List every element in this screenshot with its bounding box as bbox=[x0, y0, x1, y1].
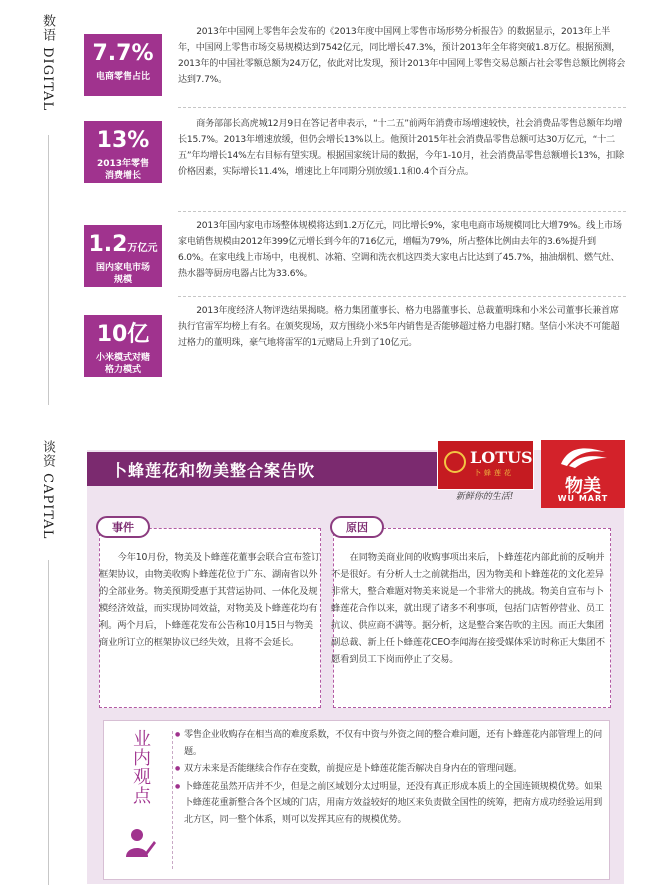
digital-divider bbox=[48, 135, 49, 405]
stat-caption: 电商零售占比 bbox=[95, 72, 150, 82]
stat-box-appliance-market: 1.2万亿元 国内家电市场 规模 bbox=[84, 225, 162, 287]
feature-title: 卜蜂莲花和物美整合案告吹 bbox=[111, 461, 316, 480]
lotus-ring-icon bbox=[444, 451, 466, 473]
stat-caption: 国内家电市场 bbox=[95, 263, 150, 273]
stat-box-xiaomi-bet bbox=[84, 315, 162, 377]
viewpoints-divider bbox=[172, 731, 173, 869]
feature-banner bbox=[87, 452, 437, 486]
viewpoints-box bbox=[103, 720, 610, 880]
stat-value: 13% bbox=[96, 128, 150, 153]
separator bbox=[178, 211, 626, 212]
separator bbox=[178, 296, 626, 297]
stat-value: 1.2 bbox=[88, 232, 128, 257]
separator bbox=[178, 107, 626, 108]
capital-label-text: 谈资 CAPITAL bbox=[40, 440, 55, 540]
capital-divider bbox=[48, 560, 49, 885]
stat-box-retail-growth bbox=[84, 121, 162, 183]
digital-label-text: 数语 DIGITAL bbox=[40, 14, 55, 112]
reason-text: 在同物美商业间的收购事项出来后，卜蜂莲花内部此前的反响并不是很好。有分析人士之前就指出，因为物美和卜蜂莲花的文化差异非常大，整合难题对物美来说是一个非常大的挑战。物美自宣布与卜蜂莲花合作以来，就出现了诸多不利事项，包括门店暂停营业、员工抗议、供应商不满等。据分析，这是整合案告吹的主因。而正大集团副总裁、新上任卜蜂莲花CEO李闻海在接受媒体采访时称正大集团不愿看到员工下岗而停止了交易。 bbox=[331, 552, 605, 665]
paragraph-ecommerce: 2013年中国网上零售年会发布的《2013年度中国网上零售市场形势分析报告》的数据显示，2013年上半年，中国网上零售市场交易规模达到7542亿元，同比增长47.3%，预计2013年全年将突破1.8万亿。根据预测，2013年的中国社零额总额为24万亿，依此对比发现，预计2013年中国网上零售交易总额占社会零售总额比例将会达到7.7%。 bbox=[178, 27, 626, 85]
stat-caption: 小米模式对赌 bbox=[95, 353, 150, 363]
viewpoints-list bbox=[178, 727, 602, 829]
stat-caption-2: 格力模式 bbox=[104, 365, 141, 375]
person-writing-icon bbox=[126, 827, 156, 857]
stat-value: 7.7% bbox=[92, 41, 154, 66]
viewpoints-title: 业内观点 bbox=[130, 729, 151, 805]
event-text: 今年10月份，物美及卜蜂莲花董事会联合宣布签订框架协议，由物美收购卜蜂莲花位于广东、湖南省以外的全部业务。物美预期受惠于其营运协同、一体化及规模经济效益，而实现协同效益，对物美及卜蜂莲花均有利。两个月后，卜蜂莲花发布公告称10月15日与物美商业所订立的框架协议已经失效，且将不会延长。 bbox=[99, 552, 321, 648]
lotus-slogan: 新鲜你的生活! bbox=[455, 492, 514, 502]
stat-value: 10亿 bbox=[96, 322, 150, 347]
reason-tag: 原因 bbox=[330, 516, 384, 538]
viewpoint-item: ● 零售企业收购存在相当高的难度系数，不仅有中资与外资之间的整合难问题，还有卜蜂莲花内部管理上的问题。 bbox=[178, 727, 602, 760]
stat-box-ecommerce-share bbox=[84, 34, 162, 96]
viewpoint-item: ● 双方未来是否能继续合作存在变数，前提应是卜蜂莲花能否解决自身内在的管理问题。 bbox=[178, 761, 602, 778]
stat-caption-2: 规模 bbox=[113, 275, 132, 285]
paragraph-xiaomi-gree: 2013年度经济人物评选结果揭晓。格力集团董事长、格力电器董事长、总裁董明珠和小米公司董事长兼首席执行官雷军均榜上有名。在颁奖现场，双方围绕小米5年内销售是否能够超过格力电器打赌。坚信小米决不可能超过格力的董明珠，豪气地将雷军的1元赌局上升到了10亿元。 bbox=[178, 306, 620, 348]
wumart-mark-icon bbox=[555, 444, 611, 470]
paragraph-appliance: 2013年国内家电市场整体规模将达到1.2万亿元，同比增长9%，家电电商市场规模同比大增79%。线上市场家电销售规模由2012年399亿元增长到今年的716亿元，增幅为79%，所占整体比例由去年的3.6%提升到6.0%。在家电线上市场中，电视机、冰箱、空调和洗衣机这四类大家电占比达到了45.7%，抽油烟机、燃气灶、热水器等厨房电器占比为33.6%。 bbox=[178, 221, 622, 279]
event-tag: 事件 bbox=[96, 516, 150, 538]
stat-caption-2: 消费增长 bbox=[104, 171, 141, 181]
viewpoint-item: ● 卜蜂莲花虽然开店并不少，但是之前区域划分太过明显，还没有真正形成本质上的全国连锁规模优势。如果卜蜂莲花重新整合各个区域的门店，用南方效益较好的地区来负责做全国性的统筹，把南方成功经验运用到北方区，同一整个体系，则可以发挥其应有的规模优势。 bbox=[178, 779, 602, 829]
wumart-logo: 物美 WU MART bbox=[541, 440, 625, 508]
stat-caption: 2013年零售 bbox=[96, 159, 150, 169]
paragraph-retail: 商务部部长高虎城12月9日在答记者申表示，“十二五”前两年消费市场增速较快，社会消费品零售总额年均增长15.7%。2013年增速放缓，但仍会增长13%以上。他预计2015年社会消费品零售总额可达30万亿元，“十二五”年均增长14%左右目标有望实现。根据国家统计局的数据，今年1-10月，社会消费品零售总额增长13%，扣除价格因素，实际增长11.4%，增速比上年同期分别放缓1.1和0.4个百分点。 bbox=[178, 119, 625, 177]
lotus-logo: LOTUS 卜蜂莲花 bbox=[437, 440, 534, 490]
